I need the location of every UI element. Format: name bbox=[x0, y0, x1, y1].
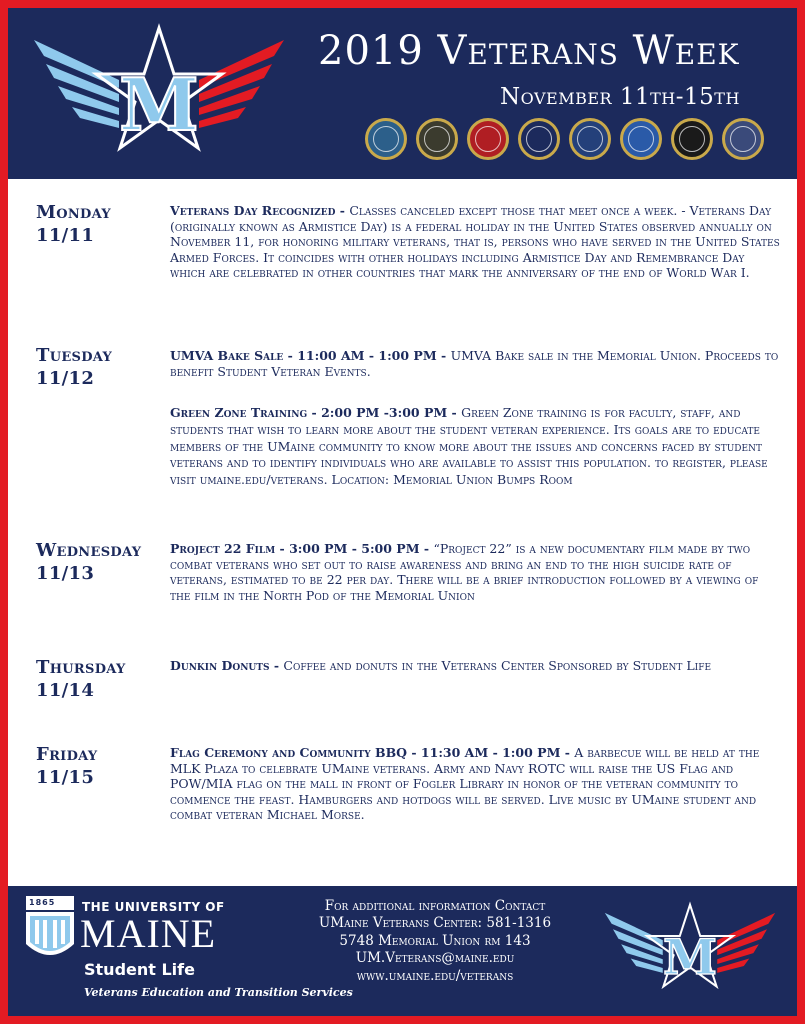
program-name: Veterans Education and Transition Services bbox=[84, 986, 353, 999]
day-friday bbox=[36, 743, 97, 789]
coast-guard-seal-icon bbox=[620, 118, 662, 160]
army-seal-icon bbox=[416, 118, 458, 160]
army-national-guard-seal-icon bbox=[671, 118, 713, 160]
day-thursday bbox=[36, 656, 126, 702]
event-title: Veterans Day Recognized - bbox=[170, 203, 350, 218]
day-date: 11/12 bbox=[36, 368, 95, 389]
event-flag-ceremony-bbq bbox=[170, 745, 782, 823]
university-logo bbox=[26, 896, 353, 1006]
event-title: Flag Ceremony and Community BBQ - 11:30 AM - 1:00 PM - bbox=[170, 745, 575, 760]
logo-letter: M bbox=[662, 928, 718, 987]
dod-seal-icon bbox=[365, 118, 407, 160]
event-bake-sale bbox=[170, 348, 782, 379]
day-name: Monday bbox=[36, 202, 111, 223]
air-national-guard-seal-icon bbox=[722, 118, 764, 160]
event-description: Green Zone training is for faculty, staff, and students that wish to learn more about the student veteran experience. Its goals are to educate members of the UMaine community to know more about the issues and concerns faced by student veterans and to identify individuals who are available to assist this population. to register, please visit umaine.edu/veterans. Location: Memorial Union Bumps Room bbox=[170, 405, 768, 488]
event-description: Classes canceled except those that meet once a week. - Veterans Day (originally known as Armistice Day) is a federal holiday in the United States observed annually on November 11, for honoring military veterans, that is, persons who have served in the United States Armed Forces. It coincides with other holidays including Armistice Day and Remembrance Day which are celebrated in other countries that mark the anniversary of the end of World War I. bbox=[170, 203, 780, 281]
department-name: Student Life bbox=[84, 960, 195, 979]
event-description: UMVA Bake sale in the Memorial Union. Proceeds to benefit Student Veteran Events. bbox=[170, 348, 779, 379]
contact-phone: UMaine Veterans Center: 581-1316 bbox=[318, 915, 552, 932]
day-date: 11/11 bbox=[36, 225, 95, 246]
event-title: Dunkin Donuts - bbox=[170, 658, 284, 673]
event-project-22-film bbox=[170, 541, 782, 603]
day-name: Tuesday bbox=[36, 345, 113, 366]
day-name: Wednesday bbox=[36, 540, 142, 561]
contact-address: 5748 Memorial Union rm 143 bbox=[339, 932, 531, 949]
event-green-zone-training bbox=[170, 405, 782, 489]
event-title: UMVA Bake Sale - 11:00 AM - 1:00 PM - bbox=[170, 348, 451, 363]
day-tuesday bbox=[36, 344, 112, 390]
marines-seal-icon bbox=[467, 118, 509, 160]
day-name: Friday bbox=[36, 744, 98, 765]
air-force-seal-icon bbox=[569, 118, 611, 160]
navy-seal-icon bbox=[518, 118, 560, 160]
umaine-m-logo-footer bbox=[598, 900, 782, 1000]
event-description: A barbecue will be held at the MLK Plaza to celebrate UMaine veterans. Army and Navy ROTC will raise the US Flag and POW/MIA flag on the mall in front of Fogler Library in honor of the veteran community to commence the feast. Hamburgers and hotdogs will be served. Live music by UMaine student and combat veteran Michael Morse. bbox=[170, 745, 760, 823]
event-description: “Project 22” is a new documentary film made by two combat veterans who set out to raise awareness and bring an end to the high suicide rate of veterans, estimated to be 22 per day. There will be a brief introduction followed by a viewing of the film in the North Pod of the Memorial Union bbox=[170, 541, 759, 603]
event-dunkin-donuts bbox=[170, 658, 782, 674]
contact-info bbox=[270, 898, 600, 985]
logo-letter: M bbox=[119, 62, 199, 147]
contact-email[interactable]: UM.Veterans@maine.edu bbox=[355, 950, 515, 967]
university-name: MAINE bbox=[80, 911, 217, 956]
day-date: 11/13 bbox=[36, 563, 95, 584]
contact-heading: For additional information Contact bbox=[324, 898, 546, 914]
military-seals bbox=[365, 118, 764, 160]
event-title: Project 22 Film - 3:00 PM - 5:00 PM - bbox=[170, 541, 434, 556]
day-wednesday bbox=[36, 539, 141, 585]
page-title: 2019 Veterans Week bbox=[318, 28, 740, 74]
event-title: Green Zone Training - 2:00 PM -3:00 PM - bbox=[170, 405, 462, 420]
day-date: 11/15 bbox=[36, 767, 95, 788]
event-description: Coffee and donuts in the Veterans Center Sponsored by Student Life bbox=[283, 658, 712, 673]
day-date: 11/14 bbox=[36, 680, 95, 701]
university-line: THE UNIVERSITY OF bbox=[82, 900, 225, 914]
day-name: Thursday bbox=[36, 657, 126, 678]
umaine-m-logo bbox=[24, 22, 294, 167]
event-veterans-day bbox=[170, 203, 782, 281]
page-subtitle: November 11th-15th bbox=[500, 84, 740, 110]
contact-website[interactable]: www.umaine.edu/veterans bbox=[356, 967, 514, 984]
established-year: 1865 bbox=[29, 898, 56, 907]
day-monday bbox=[36, 201, 111, 247]
